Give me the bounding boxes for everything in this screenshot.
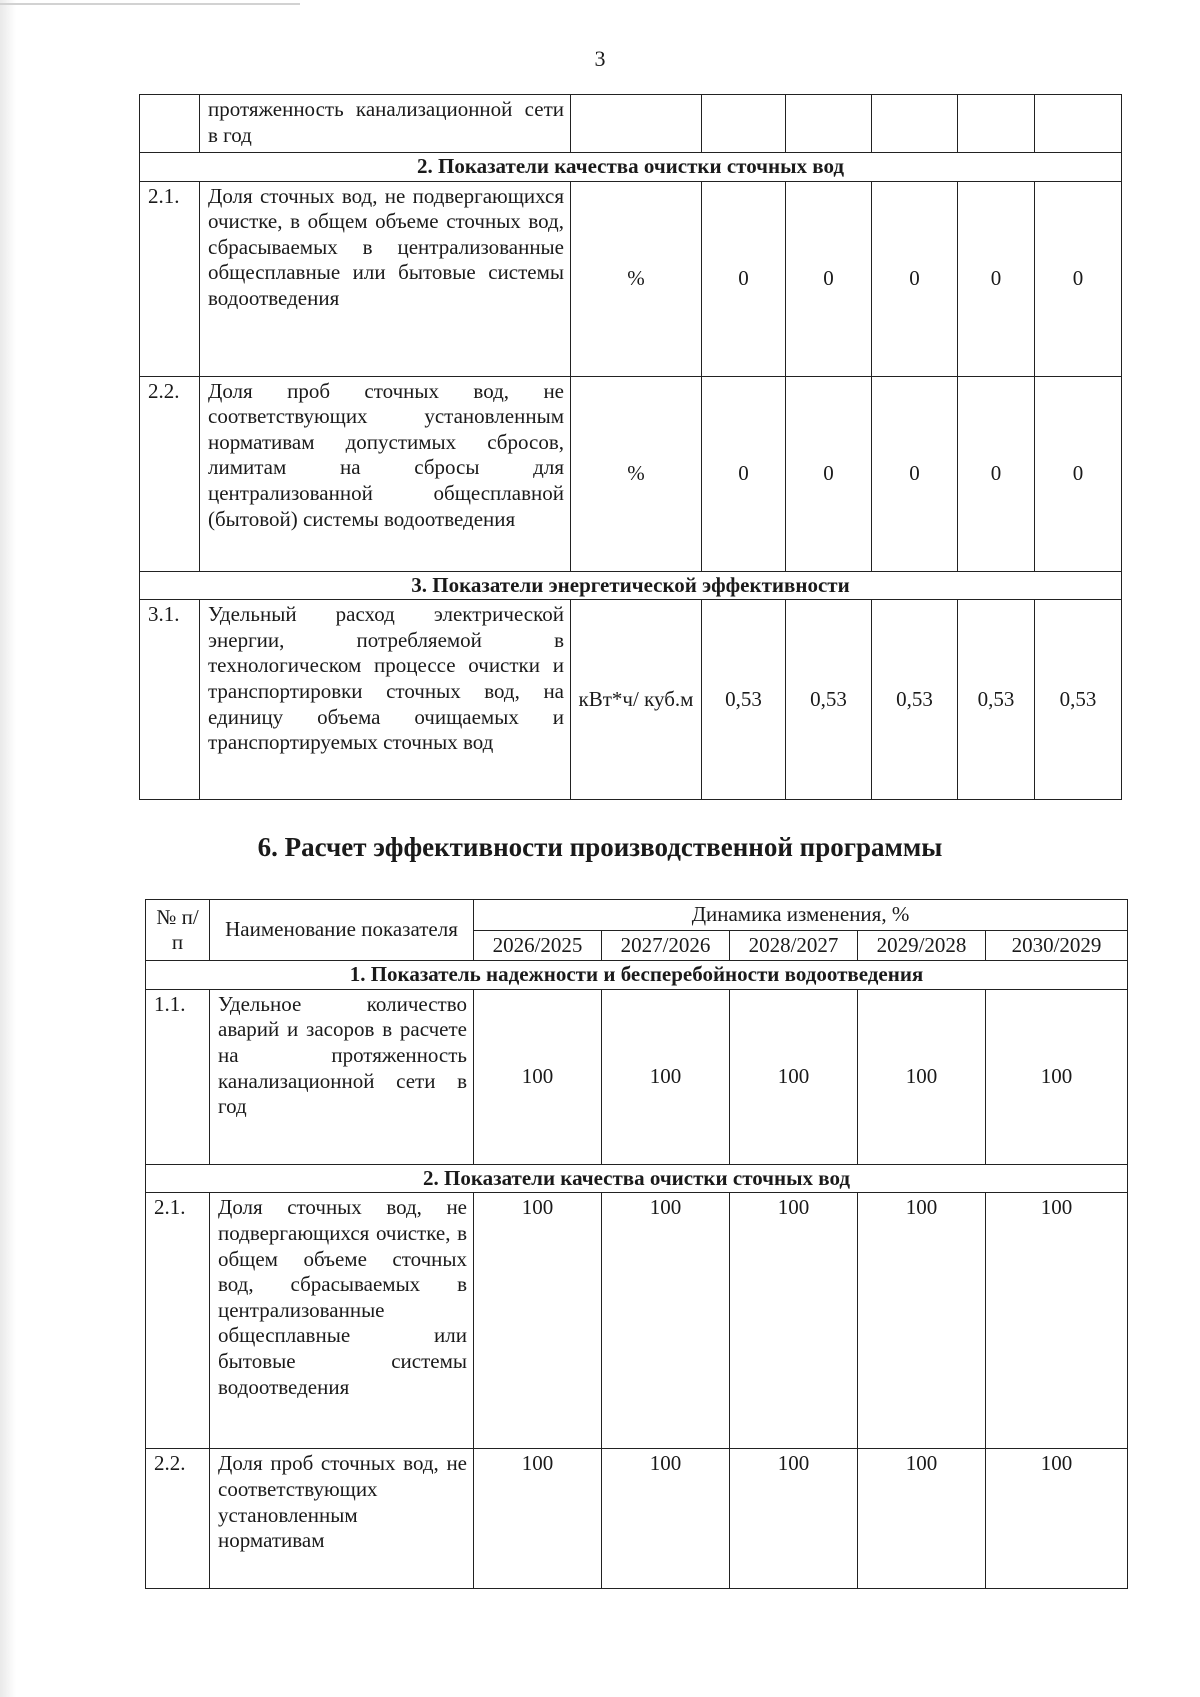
value-cell: 100 (858, 989, 986, 1164)
row-number (140, 95, 200, 153)
unit-cell: % (571, 376, 702, 571)
value-cell: 100 (858, 1193, 986, 1449)
value-cell: 0 (702, 376, 786, 571)
section-title: 3. Показатели энергетической эффективности (140, 571, 1122, 600)
value-cell (958, 95, 1035, 153)
unit-cell (571, 95, 702, 153)
value-cell: 100 (474, 1193, 602, 1449)
value-cell: 0,53 (702, 600, 786, 800)
value-cell: 0 (872, 181, 958, 376)
table-row (140, 95, 1122, 153)
table-row (140, 181, 1122, 376)
value-cell: 100 (474, 989, 602, 1164)
value-cell (872, 95, 958, 153)
value-cell: 100 (474, 1449, 602, 1589)
value-cell: 100 (602, 1449, 730, 1589)
indicator-name: Доля сточных вод, не подвергающихся очистке, в общем объеме сточных вод, сбрасываемых в централизованные общесплавные или бытовые системы водоотведения (210, 1193, 474, 1449)
value-cell (786, 95, 872, 153)
row-number: 1.1. (146, 989, 210, 1164)
value-cell: 100 (986, 989, 1128, 1164)
section-title: 2. Показатели качества очистки сточных вод (140, 153, 1122, 182)
value-cell: 0 (872, 376, 958, 571)
period-header: 2029/2028 (858, 930, 986, 961)
value-cell: 100 (730, 1193, 858, 1449)
table-row (140, 376, 1122, 571)
value-cell: 0 (958, 181, 1035, 376)
indicator-name: Доля проб сточных вод, не соответствующих установленным нормативам допустимых сбросов, лимитам на сбросы для централизованной общесплавной (бытовой) системы водоотведения (200, 376, 571, 571)
section-row (140, 571, 1122, 600)
section-title: 1. Показатель надежности и бесперебойности водоотведения (146, 961, 1128, 990)
section-row (146, 961, 1128, 990)
period-header: 2026/2025 (474, 930, 602, 961)
column-header-number: № п/п (146, 900, 210, 961)
indicator-name: протяженность канализационной сети в год (200, 95, 571, 153)
row-number: 2.1. (140, 181, 200, 376)
scan-top-line (0, 3, 300, 5)
table-row (146, 989, 1128, 1164)
unit-cell: % (571, 181, 702, 376)
value-cell: 100 (986, 1449, 1128, 1589)
indicator-name: Удельный расход электрической энергии, потребляемой в технологическом процессе очистки и транспортировки сточных вод, на единицу объема очищаемых и транспортируемых сточных вод (200, 600, 571, 800)
header-row (146, 900, 1128, 931)
value-cell: 0 (786, 181, 872, 376)
row-number: 2.1. (146, 1193, 210, 1449)
row-number: 2.2. (146, 1449, 210, 1589)
value-cell: 0 (702, 181, 786, 376)
indicator-name: Удельное количество аварий и засоров в расчете на протяженность канализационной сети в год (210, 989, 474, 1164)
section-row (146, 1164, 1128, 1193)
value-cell: 100 (602, 989, 730, 1164)
unit-cell: кВт*ч/ куб.м (571, 600, 702, 800)
value-cell: 100 (730, 989, 858, 1164)
value-cell (1035, 95, 1122, 153)
value-cell: 0,53 (786, 600, 872, 800)
row-number: 3.1. (140, 600, 200, 800)
value-cell: 100 (986, 1193, 1128, 1449)
section-title: 2. Показатели качества очистки сточных вод (146, 1164, 1128, 1193)
value-cell: 0 (1035, 181, 1122, 376)
value-cell: 0,53 (872, 600, 958, 800)
column-header-dynamics: Динамика изменения, % (474, 900, 1128, 931)
value-cell: 0 (1035, 376, 1122, 571)
column-header-name: Наименование показателя (210, 900, 474, 961)
period-header: 2030/2029 (986, 930, 1128, 961)
period-header: 2027/2026 (602, 930, 730, 961)
efficiency-table (145, 899, 1128, 1589)
table-row (146, 1449, 1128, 1589)
table-row (146, 1193, 1128, 1449)
value-cell: 0,53 (1035, 600, 1122, 800)
value-cell (702, 95, 786, 153)
indicator-name: Доля проб сточных вод, не соответствующих установленным нормативам (210, 1449, 474, 1589)
value-cell: 100 (858, 1449, 986, 1589)
table-row (140, 600, 1122, 800)
value-cell: 100 (602, 1193, 730, 1449)
row-number: 2.2. (140, 376, 200, 571)
value-cell: 100 (730, 1449, 858, 1589)
section-row (140, 153, 1122, 182)
page-number: 3 (594, 46, 606, 71)
indicators-table-continued (139, 94, 1122, 800)
value-cell: 0 (958, 376, 1035, 571)
period-header: 2028/2027 (730, 930, 858, 961)
indicator-name: Доля сточных вод, не подвергающихся очистке, в общем объеме сточных вод, сбрасываемых в централизованные общесплавные или бытовые системы водоотведения (200, 181, 571, 376)
value-cell: 0 (786, 376, 872, 571)
section-heading: 6. Расчет эффективности производственной программы (257, 832, 943, 862)
value-cell: 0,53 (958, 600, 1035, 800)
